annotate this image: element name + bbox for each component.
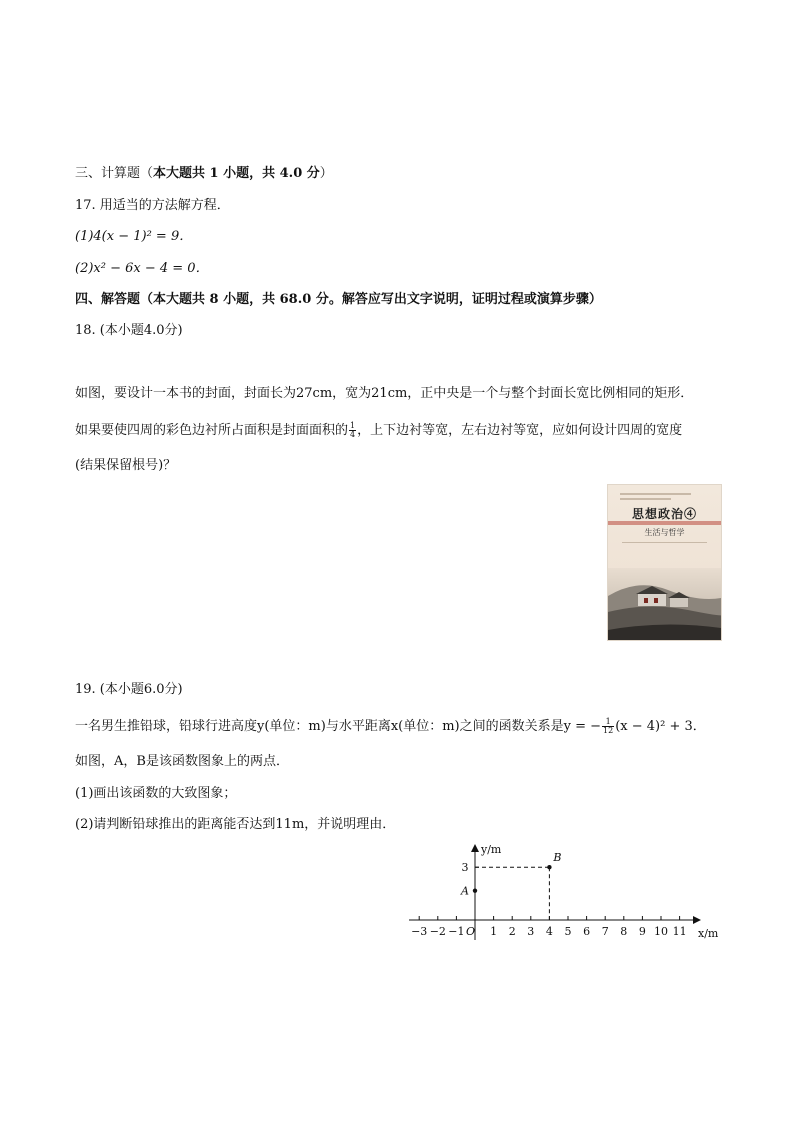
x-tick-label: −3	[411, 925, 428, 938]
book-subtitle: 生活与哲学	[644, 528, 685, 537]
fraction-one-twelfth: $\frac{1}{12}$	[603, 717, 614, 735]
x-tick-label: 4	[545, 925, 553, 938]
x-tick-label: 1	[490, 925, 498, 938]
section-4-heading: 四、解答题（本大题共 8 小题，共 68.0 分。解答应写出文字说明，证明过程或演算步骤）	[75, 292, 602, 307]
x-tick-label: −2	[429, 925, 446, 938]
x-tick-label: 7	[601, 925, 609, 938]
fraction-one-quarter: $\frac{1}{4}$	[350, 421, 356, 439]
q18-line1: 如图，要设计一本书的封面，封面长为27cm，宽为21cm，正中央是一个与整个封面长宽比例相同的矩形．	[75, 386, 694, 401]
point-B	[547, 865, 551, 869]
x-tick-label: 5	[564, 925, 572, 938]
point-label-B: B	[553, 851, 562, 865]
x-tick-label: 2	[508, 925, 516, 938]
x-ticks	[411, 867, 687, 938]
x-tick-label: 11	[672, 925, 687, 938]
book-title: 思想政治④	[631, 507, 697, 521]
origin-label: O	[466, 925, 476, 938]
q18-number: 18. (本小题4.0分)	[75, 323, 183, 338]
q19-line2: 如图，A，B是该函数图象上的两点．	[75, 754, 289, 769]
y-axis-label: y/m	[481, 843, 502, 856]
x-tick-label: −1	[448, 925, 465, 938]
q19-number: 19. (本小题6.0分)	[75, 682, 183, 697]
point-label-A: A	[461, 884, 469, 898]
q18-line3: (结果保留根号)？	[75, 458, 177, 473]
q17-part2: (2)x² − 6x − 4 = 0．	[75, 261, 209, 276]
q19-line1: 一名男生推铅球，铅球行进高度y(单位：m)与水平距离x(单位：m)之间的函数关系是y = − $\frac{1}{12}$ (x − 4)² + 3．	[75, 717, 706, 735]
x-tick-label: 8	[620, 925, 628, 938]
x-tick-label: 9	[638, 925, 646, 938]
q17-stem: 17. 用适当的方法解方程．	[75, 198, 230, 213]
x-axis-arrow	[693, 916, 701, 924]
x-tick-label: 10	[654, 925, 668, 938]
point-A	[473, 888, 477, 892]
y-tick-label: 3	[461, 861, 469, 875]
q18-line2: 如果要使四周的彩色边衬所占面积是封面面积的 $\frac{1}{4}$ ，上下边衬等宽，左右边衬等宽，应如何设计四周的宽度	[75, 421, 683, 439]
book-cover-image	[607, 484, 722, 641]
coordinate-graph	[405, 840, 725, 950]
section-3-heading: 三、计算题（本大题共 1 小题，共 4.0 分）	[75, 166, 333, 181]
q17-part1: (1)4(x − 1)² = 9．	[75, 229, 193, 244]
x-axis-label: x/m	[698, 927, 719, 940]
x-tick-label: 6	[583, 925, 591, 938]
q19-part2: (2)请判断铅球推出的距离能否达到11m，并说明理由．	[75, 817, 396, 832]
landscape-illustration	[608, 568, 721, 640]
x-tick-label: 3	[527, 925, 535, 938]
q19-part1: (1)画出该函数的大致图象；	[75, 786, 237, 801]
y-axis-arrow	[471, 844, 479, 852]
